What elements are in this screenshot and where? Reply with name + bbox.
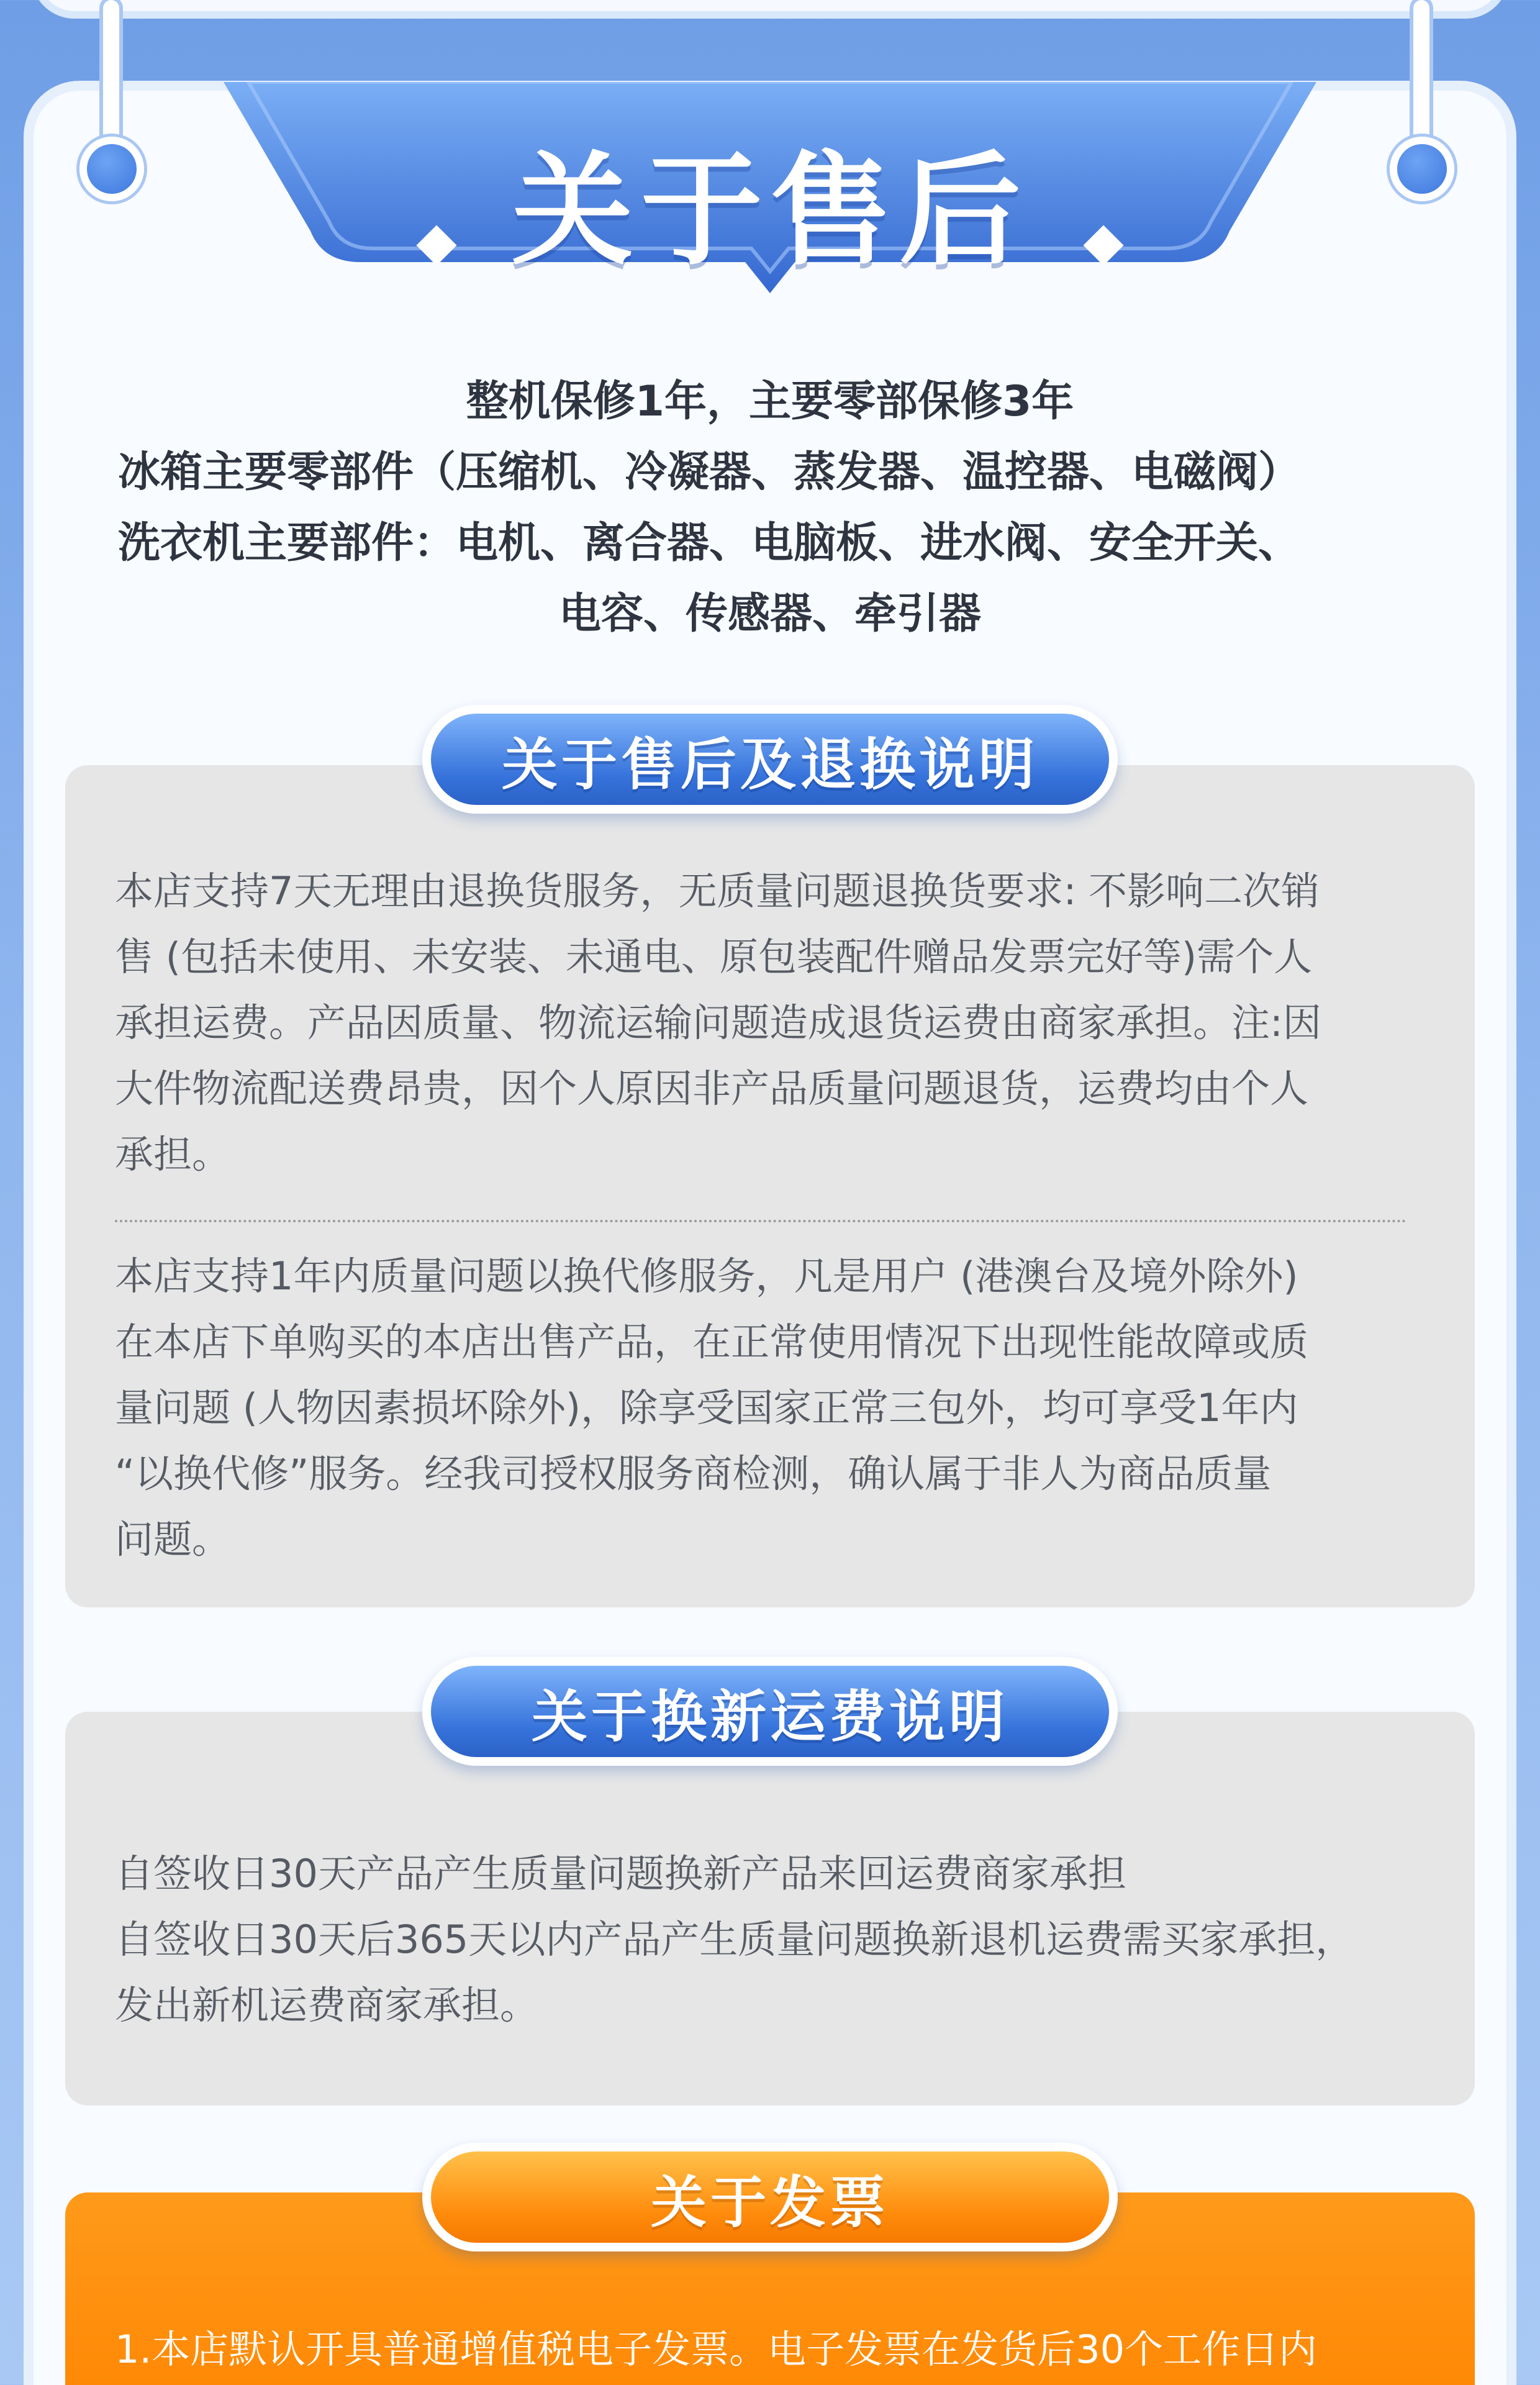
paragraph-line: 承担。 bbox=[115, 1132, 231, 1177]
warranty-line-1: 整机保修1年，主要零部保修3年 bbox=[466, 377, 1074, 426]
paragraph-line: 大件物流配送费昂贵，因个人原因非产品质量问题退货，运费均由个人 bbox=[115, 1066, 1309, 1111]
paragraph-line: 自签收日30天产品产生质量问题换新产品来回运费商家承担 bbox=[115, 1851, 1126, 1896]
paragraph-line: 发出新机运费商家承担。 bbox=[115, 1983, 539, 2028]
return-policy-section bbox=[65, 765, 1475, 1607]
paragraph-line: 售 (包括未使用、未安装、未通电、原包装配件赠品发票完好等)需个人 bbox=[115, 934, 1313, 979]
header-banner bbox=[224, 82, 1316, 306]
paragraph-line: 本店支持7天无理由退换货服务，无质量问题退换货要求: 不影响二次销 bbox=[115, 868, 1320, 914]
paragraph-line: 问题。 bbox=[115, 1517, 231, 1562]
right-hanging-rod bbox=[1413, 0, 1429, 155]
shipping-policy-section bbox=[65, 1712, 1475, 2106]
return-policy-title: 关于售后及退换说明 bbox=[502, 732, 1038, 797]
paragraph-line: 1.本店默认开具普通增值税电子发票。电子发票在发货后30个工作日内 bbox=[115, 2327, 1318, 2372]
invoice-title: 关于发票 bbox=[651, 2169, 889, 2235]
warranty-line-2: 冰箱主要零部件（压缩机、冷凝器、蒸发器、温控器、电磁阀） bbox=[118, 448, 1301, 497]
shipping-policy-heading bbox=[422, 1657, 1118, 1766]
paragraph-line: 自签收日30天后365天以内产品产生质量问题换新退机运费需买家承担， bbox=[115, 1917, 1354, 1962]
shipping-policy-paragraph bbox=[115, 1841, 1431, 2038]
return-policy-paragraph-1 bbox=[115, 858, 1431, 1188]
paragraph-line: 在本店下单购买的本店出售产品，在正常使用情况下出现性能故障或质 bbox=[115, 1319, 1309, 1365]
left-hanging-rod bbox=[103, 0, 119, 155]
warranty-line-3: 洗衣机主要部件：电机、离合器、电脑板、进水阀、安全开关、 bbox=[118, 519, 1301, 568]
section-divider bbox=[115, 1220, 1406, 1222]
left-hanging-knob-icon bbox=[79, 137, 144, 201]
shipping-policy-title: 关于换新运费说明 bbox=[532, 1684, 1008, 1750]
paragraph-line: “以换代修”服务。经我司授权服务商检测，确认属于非人为商品质量 bbox=[115, 1451, 1272, 1496]
paragraph-line: 本店支持1年内质量问题以换代修服务，凡是用户 (港澳台及境外除外) bbox=[115, 1253, 1298, 1299]
return-policy-paragraph-2 bbox=[115, 1243, 1431, 1573]
right-hanging-knob-icon bbox=[1390, 137, 1454, 201]
warranty-summary bbox=[0, 366, 1540, 650]
warranty-line-4: 电容、传感器、牵引器 bbox=[558, 589, 981, 638]
invoice-paragraph bbox=[115, 2317, 1444, 2383]
invoice-heading bbox=[422, 2143, 1118, 2251]
page-title: 关于售后 bbox=[511, 140, 1028, 282]
paragraph-line: 承担运费。产品因质量、物流运输问题造成退货运费由商家承担。注:因 bbox=[115, 1000, 1321, 1045]
paragraph-line: 量问题 (人物因素损坏除外)，除享受国家正常三包外，均可享受1年内 bbox=[115, 1385, 1298, 1430]
previous-panel-edge bbox=[31, 0, 1509, 19]
return-policy-heading bbox=[422, 705, 1118, 814]
